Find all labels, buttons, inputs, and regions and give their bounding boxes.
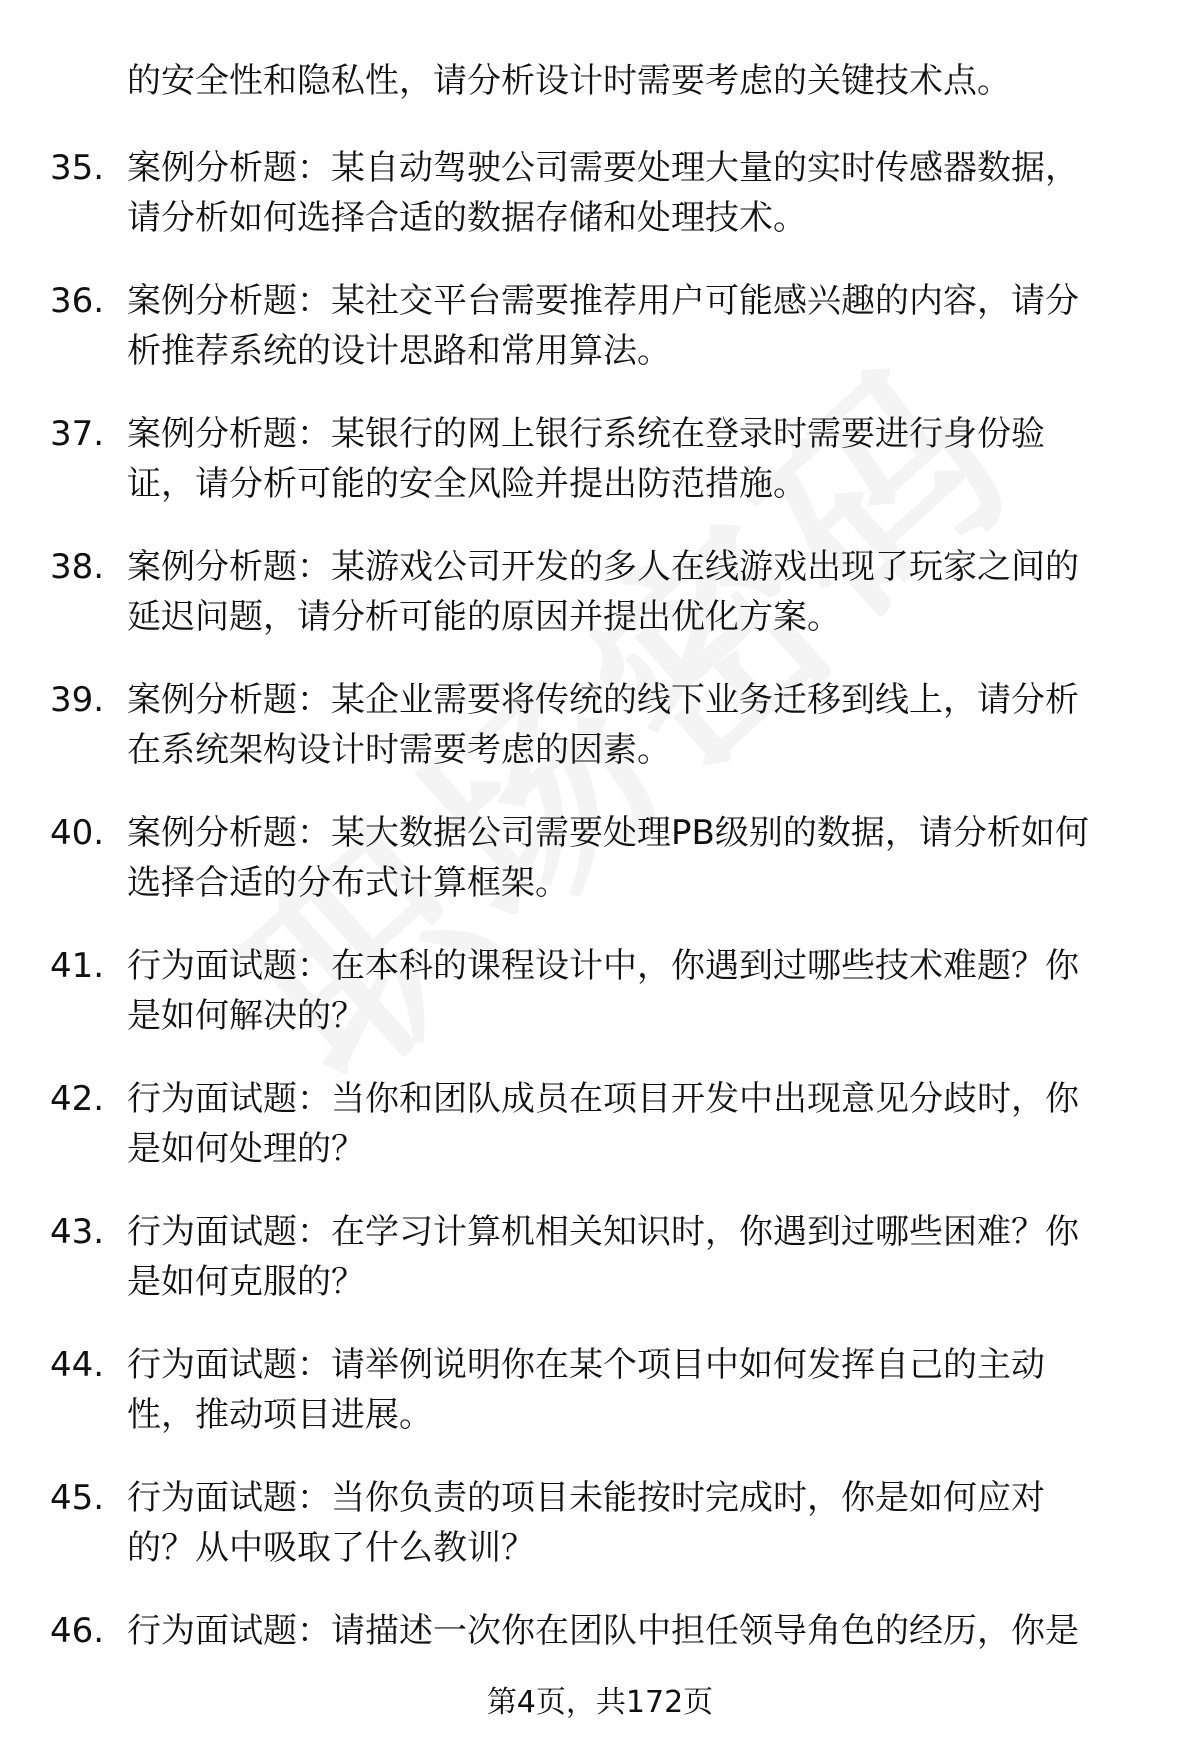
question-line: 在系统架构设计时需要考虑的因素。 <box>127 730 671 770</box>
question-line: 案例分析题：某自动驾驶公司需要处理大量的实时传感器数据， <box>127 148 1079 188</box>
question-line: 选择合适的分布式计算框架。 <box>127 863 569 903</box>
question-number: 35. <box>50 148 105 188</box>
question-item <box>0 409 1200 542</box>
question-list <box>0 143 1200 1739</box>
question-text <box>127 542 1137 642</box>
question-number: 39. <box>50 680 105 720</box>
question-line: 行为面试题：当你和团队成员在项目开发中出现意见分歧时，你 <box>127 1079 1079 1119</box>
question-line: 的？从中吸取了什么教训？ <box>127 1528 535 1568</box>
question-line: 案例分析题：某银行的网上银行系统在登录时需要进行身份验 <box>127 414 1045 454</box>
question-line: 是如何处理的？ <box>127 1129 365 1169</box>
question-text <box>127 808 1137 908</box>
question-item <box>0 675 1200 808</box>
question-line: 案例分析题：某企业需要将传统的线下业务迁移到线上，请分析 <box>127 680 1079 720</box>
question-text <box>127 675 1137 775</box>
question-line: 性，推动项目进展。 <box>127 1395 433 1435</box>
question-item <box>0 276 1200 409</box>
question-number: 45. <box>50 1478 105 1518</box>
question-number: 46. <box>50 1611 105 1651</box>
question-number: 44. <box>50 1345 105 1385</box>
question-item <box>0 1340 1200 1473</box>
question-number: 38. <box>50 547 105 587</box>
question-text <box>127 409 1137 509</box>
question-line: 行为面试题：当你负责的项目未能按时完成时，你是如何应对 <box>127 1478 1045 1518</box>
question-text <box>127 276 1137 376</box>
question-item <box>0 1074 1200 1207</box>
question-item <box>0 143 1200 276</box>
question-line: 证，请分析可能的安全风险并提出防范措施。 <box>127 464 807 504</box>
question-item <box>0 1207 1200 1340</box>
question-text <box>127 143 1137 243</box>
question-text <box>127 941 1137 1041</box>
question-line: 行为面试题：在学习计算机相关知识时，你遇到过哪些困难？你 <box>127 1212 1079 1252</box>
question-line: 行为面试题：请描述一次你在团队中担任领导角色的经历，你是 <box>127 1611 1079 1651</box>
question-number: 43. <box>50 1212 105 1252</box>
question-item <box>0 941 1200 1074</box>
page-footer: 第4页，共172页 <box>486 1685 714 1720</box>
question-line: 延迟问题，请分析可能的原因并提出优化方案。 <box>127 597 841 637</box>
question-text <box>127 1207 1137 1307</box>
question-line: 行为面试题：请举例说明你在某个项目中如何发挥自己的主动 <box>127 1345 1045 1385</box>
question-text <box>127 1473 1137 1573</box>
question-number: 40. <box>50 813 105 853</box>
question-number: 36. <box>50 281 105 321</box>
question-text <box>127 1074 1137 1174</box>
question-line: 请分析如何选择合适的数据存储和处理技术。 <box>127 198 807 238</box>
question-number: 42. <box>50 1079 105 1119</box>
question-line: 案例分析题：某社交平台需要推荐用户可能感兴趣的内容，请分 <box>127 281 1079 321</box>
question-line: 行为面试题：在本科的课程设计中，你遇到过哪些技术难题？你 <box>127 946 1079 986</box>
question-line: 析推荐系统的设计思路和常用算法。 <box>127 331 671 371</box>
question-line: 是如何解决的？ <box>127 996 365 1036</box>
question-number: 37. <box>50 414 105 454</box>
question-line: 案例分析题：某游戏公司开发的多人在线游戏出现了玩家之间的 <box>127 547 1079 587</box>
question-text <box>127 1606 1137 1656</box>
question-item <box>0 808 1200 941</box>
question-line: 是如何克服的？ <box>127 1262 365 1302</box>
question-line: 案例分析题：某大数据公司需要处理PB级别的数据，请分析如何 <box>127 813 1089 853</box>
question-item <box>0 542 1200 675</box>
continued-question-text: 的安全性和隐私性，请分析设计时需要考虑的关键技术点。 <box>127 61 1011 101</box>
question-item <box>0 1473 1200 1606</box>
question-text <box>127 1340 1137 1440</box>
question-number: 41. <box>50 946 105 986</box>
